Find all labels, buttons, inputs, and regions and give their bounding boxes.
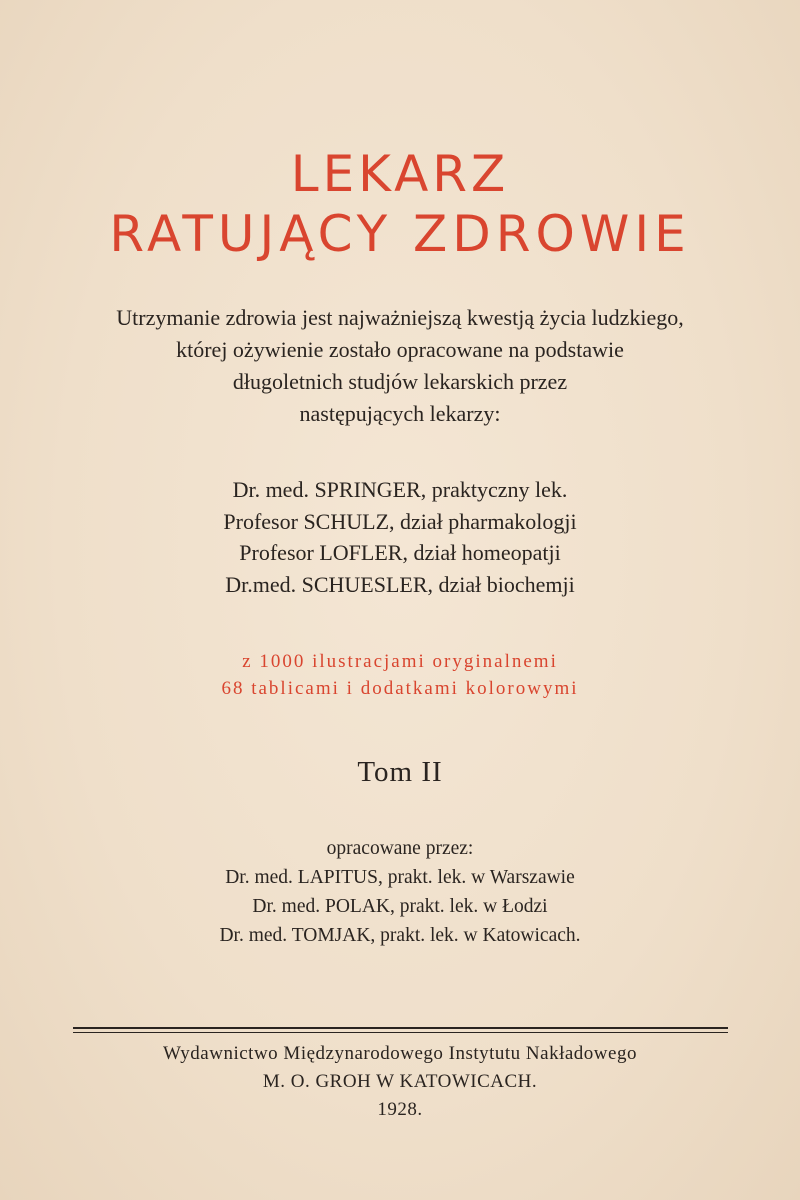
author-line: Profesor SCHULZ, dział pharmakologji: [223, 508, 577, 534]
publisher-block: [0, 1040, 800, 1124]
author-line: Profesor LOFLER, dział homeopatji: [239, 540, 561, 565]
publication-year: 1928.: [377, 1099, 423, 1120]
intro-line: następujących lekarzy:: [299, 401, 501, 426]
publisher-place: M. O. GROH W KATOWICACH.: [262, 1071, 538, 1092]
volume-label: Tom II: [357, 756, 443, 788]
editor-line: Dr. med. POLAK, prakt. lek. w Łodzi: [252, 896, 548, 917]
intro-paragraph: [0, 302, 800, 430]
author-line: Dr. med. SPRINGER, praktyczny lek.: [232, 477, 568, 502]
book-title-line-1: LEKARZ: [290, 145, 510, 203]
intro-line: Utrzymanie zdrowia jest najważniejszą kwestją życia ludzkiego,: [116, 305, 684, 330]
intro-line: długoletnich studjów lekarskich przez: [232, 369, 568, 394]
illustrations-note: [0, 648, 800, 702]
editor-line: Dr. med. LAPITUS, prakt. lek. w Warszawie: [225, 867, 575, 888]
divider-rule-thick: [73, 1027, 728, 1029]
publisher-name: Wydawnictwo Międzynarodowego Instytutu Nakładowego: [163, 1043, 637, 1064]
illustrations-line: 68 tablicami i dodatkami kolorowymi: [221, 678, 579, 699]
author-line: Dr.med. SCHUESLER, dział biochemji: [225, 571, 575, 597]
illustrations-line: z 1000 ilustracjami oryginalnemi: [242, 651, 558, 672]
intro-line: której ożywienie zostało opracowane na podstawie: [176, 337, 624, 362]
editor-line: Dr. med. TOMJAK, prakt. lek. w Katowicach.: [219, 925, 581, 946]
book-title-line-2: RATUJĄCY ZDROWIE: [109, 205, 691, 263]
editors-block: [0, 834, 800, 950]
divider-rule-thin: [73, 1032, 728, 1033]
editors-heading: opracowane przez:: [326, 838, 474, 859]
authors-list: [0, 474, 800, 600]
